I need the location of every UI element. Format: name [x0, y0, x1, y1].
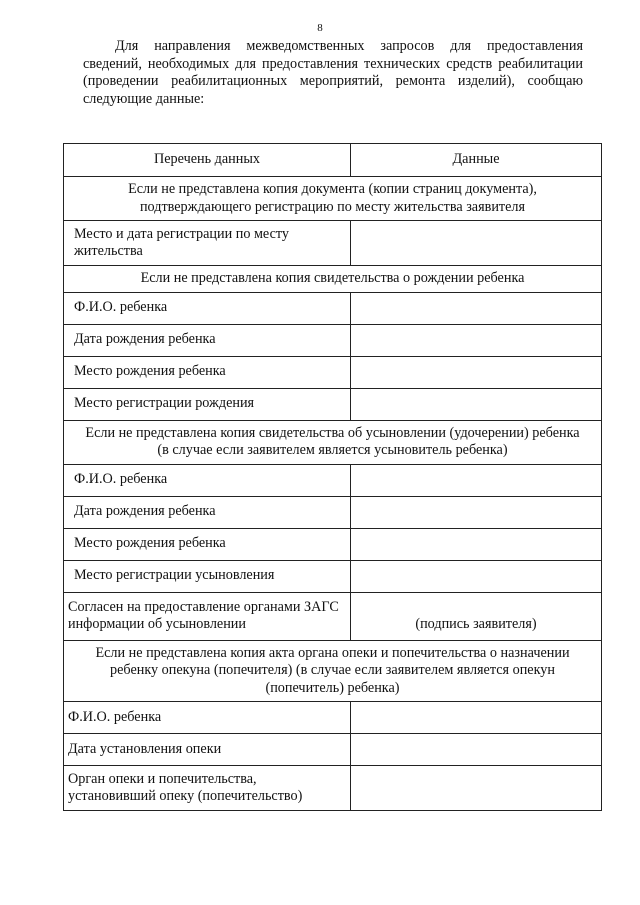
section-title: Если не представлена копия свидетельства о рождении ребенка [64, 266, 602, 293]
row-label: Место и дата регистрации по месту жительства [64, 221, 351, 266]
table-row [64, 292, 602, 324]
row-label: Согласен на предоставление органами ЗАГС информации об усыновлении [64, 592, 351, 640]
section-title: Если не представлена копия акта органа опеки и попечительства о назначении ребенку опекуна (попечителя) (в случае если заявителем является опекун (попечитель) ребенка) [64, 640, 602, 702]
table-row [64, 221, 602, 266]
intro-paragraph: Для направления межведомственных запросов для предоставления сведений, необходимых для предоставления технических средств реабилитации (проведении реабилитационных мероприятий, ремонта изделий), сообщаю следующие данные: [83, 38, 583, 107]
row-value-field[interactable] [351, 356, 602, 388]
row-value-field[interactable] [351, 496, 602, 528]
row-value-field[interactable] [351, 560, 602, 592]
table-row [64, 592, 602, 640]
row-value-field[interactable] [351, 528, 602, 560]
table-row [64, 324, 602, 356]
row-value-field[interactable] [351, 766, 602, 811]
signature-field[interactable]: (подпись заявителя) [351, 592, 602, 640]
header-data: Данные [351, 144, 602, 177]
row-label: Дата рождения ребенка [64, 324, 351, 356]
row-value-field[interactable] [351, 702, 602, 734]
section-heading [64, 177, 602, 221]
row-value-field[interactable] [351, 464, 602, 496]
row-label: Место рождения ребенка [64, 528, 351, 560]
table-row [64, 702, 602, 734]
table-row [64, 388, 602, 420]
row-label: Дата установления опеки [64, 734, 351, 766]
section-title: Если не представлена копия документа (копии страниц документа), подтверждающего регистрацию по месту жительства заявителя [64, 177, 602, 221]
table-row [64, 464, 602, 496]
row-label: Место регистрации рождения [64, 388, 351, 420]
row-label: Ф.И.О. ребенка [64, 702, 351, 734]
row-label: Ф.И.О. ребенка [64, 464, 351, 496]
row-label: Дата рождения ребенка [64, 496, 351, 528]
table-row [64, 766, 602, 811]
row-label: Место рождения ребенка [64, 356, 351, 388]
row-value-field[interactable] [351, 734, 602, 766]
table-row [64, 560, 602, 592]
table-row [64, 528, 602, 560]
header-data-list: Перечень данных [64, 144, 351, 177]
table-row [64, 734, 602, 766]
table-row [64, 356, 602, 388]
row-value-field[interactable] [351, 292, 602, 324]
page-number: 8 [317, 22, 323, 34]
row-label: Место регистрации усыновления [64, 560, 351, 592]
data-table [63, 143, 602, 811]
table-row [64, 496, 602, 528]
section-heading [64, 640, 602, 702]
row-value-field[interactable] [351, 221, 602, 266]
section-title: Если не представлена копия свидетельства об усыновлении (удочерении) ребенка (в случае если заявителем является усыновитель ребенка) [64, 420, 602, 464]
row-value-field[interactable] [351, 388, 602, 420]
row-value-field[interactable] [351, 324, 602, 356]
section-heading [64, 420, 602, 464]
table-header-row [64, 144, 602, 177]
row-label: Ф.И.О. ребенка [64, 292, 351, 324]
section-heading [64, 266, 602, 293]
row-label: Орган опеки и попечительства, установивший опеку (попечительство) [64, 766, 351, 811]
